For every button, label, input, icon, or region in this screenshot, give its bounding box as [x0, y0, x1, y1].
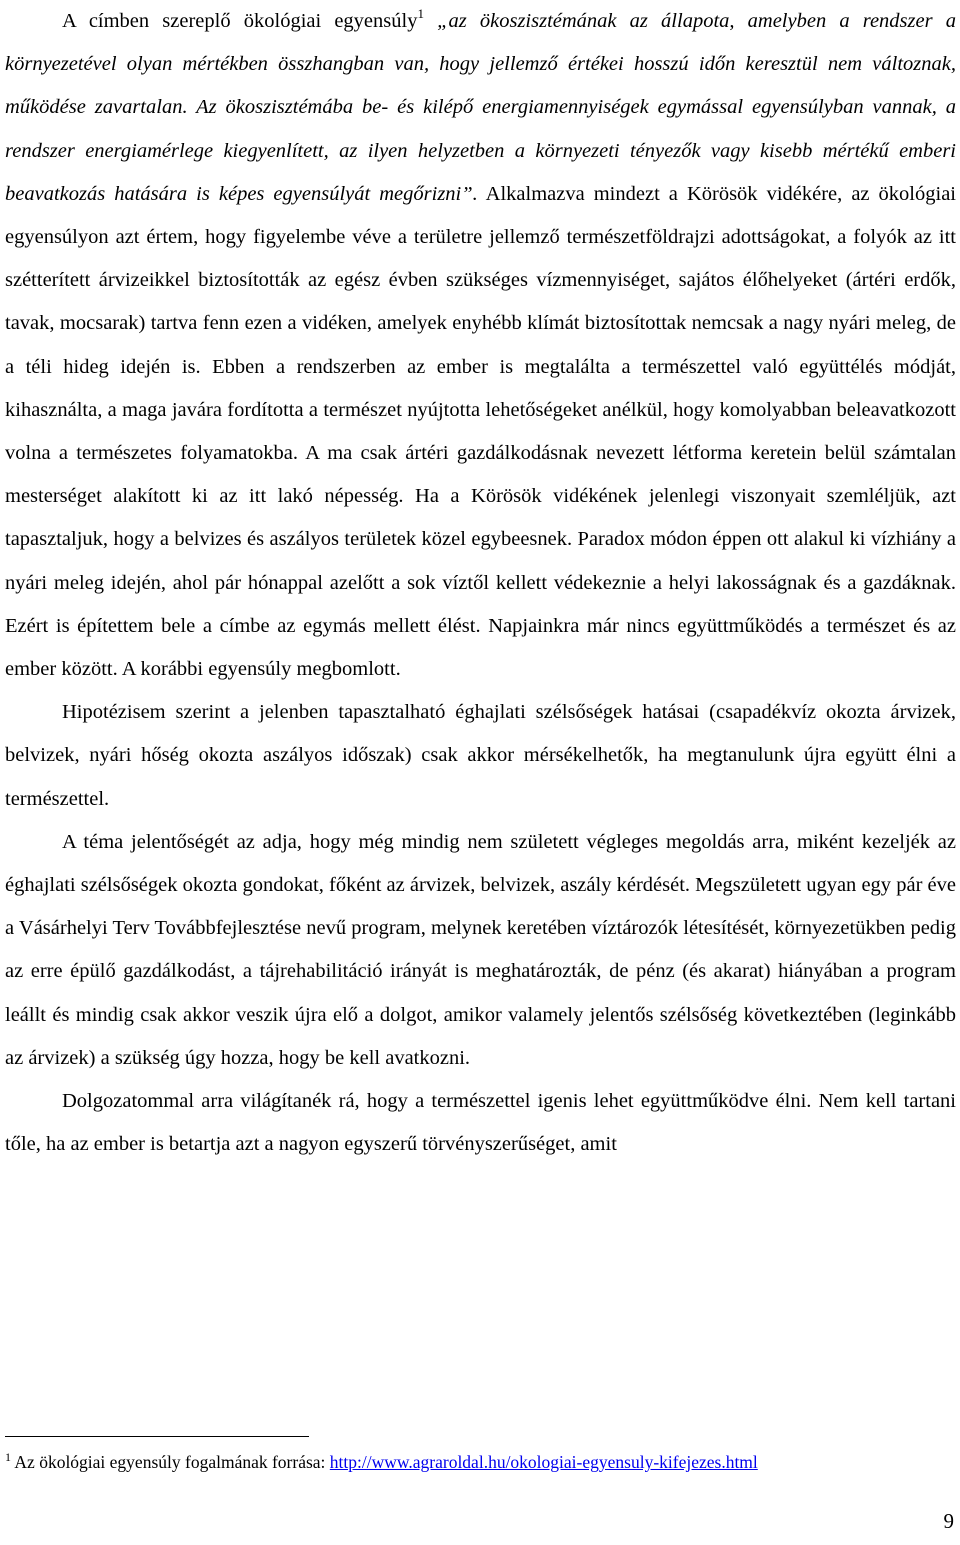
- paragraph-1-intro: A címben szereplő ökológiai egyensúly: [62, 10, 418, 32]
- footnote-text: Az ökológiai egyensúly fogalmának forrása:: [11, 1452, 330, 1472]
- paragraph-1: [5, 0, 956, 691]
- paragraph-1-body: Alkalmazva mindezt a Körösök vidékére, az ökológiai egyensúlyon azt értem, hogy figyelembe véve a területre jellemző természetföldrajzi adottságokat, a folyók az itt szétterített árvizeikkel biztosították az egész évben szükséges vízmennyiséget, sajátos élőhelyeket (ártéri erdők, tavak, mocsarak) tartva fenn ezen a vidéken, amelyek enyhébb klímát biztosítottak nemcsak a nagy nyári meleg, de a téli hideg idején is. Ebben a rendszerben az ember is megtalálta a természettel való együttélés módját, kihasználta, a maga javára fordította a természet nyújtotta lehetőségeket anélkül, hogy komolyabban beleavatkozott volna a természetes folyamatokba. A ma csak ártéri gazdálkodásnak nevezett létforma keretein belül számtalan mesterséget alakított ki az itt lakó népesség. Ha a Körösök vidékének jelenlegi viszonyait szemléljük, azt tapasztaljuk, hogy a belvizes és aszályos területek közel egybeesnek. Paradox módon éppen ott alakul ki vízhiány a nyári meleg idején, ahol pár hónappal azelőtt a sok víztől kellett védekeznie a helyi lakosságnak és a gazdáknak. Ezért is építettem bele a címbe az egymás mellett élést. Napjainkra már nincs együttműködés a természet és az ember között. A korábbi egyensúly megbomlott.: [5, 182, 956, 681]
- footnote-divider: [5, 1436, 309, 1437]
- page-number: 9: [943, 1509, 954, 1533]
- footnote-number: 1: [5, 1450, 11, 1464]
- body-text: [5, 0, 956, 1166]
- definition-quote: „az ökoszisztémának az állapota, amelyben a rendszer a környezetével olyan mértékben összhangban van, hogy jellemző értékei hosszú időn keresztül nem változnak, működése zavartalan. Az ökoszisztémába be- és kilépő energiamennyiségek egymással egyensúlyban vannak, a rendszer energiamérlege kiegyenlített, az ilyen helyzetben a környezeti tényezők vagy kisebb mértékű emberi beavatkozás hatására is képes egyensúlyát megőrizni”.: [5, 10, 956, 205]
- footnote-link[interactable]: http://www.agraroldal.hu/okologiai-egyensuly-kifejezes.html: [329, 1452, 758, 1472]
- footnote-reference[interactable]: 1: [417, 6, 424, 21]
- paragraph-2: Hipotézisem szerint a jelenben tapasztalható éghajlati szélsőségek hatásai (csapadékvíz okozta árvizek, belvizek, nyári hőség okozta aszályos időszak) csak akkor mérsékelhetők, ha megtanulunk újra együtt élni a természettel.: [5, 701, 956, 810]
- footnote: [5, 1450, 956, 1474]
- paragraph-4: Dolgozatommal arra világítanék rá, hogy a természettel igenis lehet együttműködve élni. Nem kell tartani tőle, ha az ember is betartja azt a nagyon egyszerű törvényszerűséget, amit: [5, 1090, 956, 1156]
- paragraph-3: A téma jelentőségét az adja, hogy még mindig nem született végleges megoldás arra, miként kezeljék az éghajlati szélsőségek okozta gondokat, főként az árvizek, belvizek, aszály kérdését. Megszületett ugyan egy pár éve a Vásárhelyi Terv Továbbfejlesztése nevű program, melynek keretében víztározók létesítését, környezetükben pedig az erre épülő gazdálkodást, a tájrehabilitáció irányát is meghatározták, de pénz (és akarat) hiányában a program leállt és mindig csak akkor veszik újra elő a dolgot, amikor valamely jelentős szélsőség következtében (leginkább az árvizek) a szükség úgy hozza, hogy be kell avatkozni.: [5, 830, 956, 1069]
